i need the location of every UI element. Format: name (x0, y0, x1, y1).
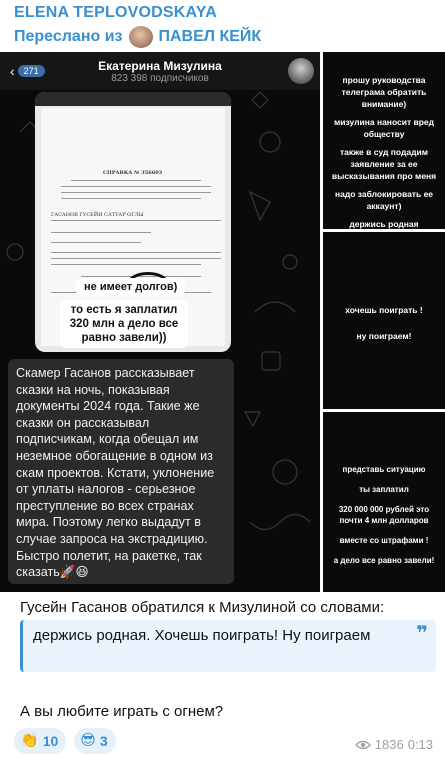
doc-line (51, 220, 221, 221)
doc-line (71, 180, 201, 181)
panel-line: 320 000 000 рублей это почти 4 млн долларов (338, 505, 430, 525)
panel-line: ну поиграем! (356, 331, 412, 341)
post-meta (355, 737, 433, 752)
reaction-count: 3 (99, 733, 108, 749)
doc-line (51, 252, 221, 253)
telegram-chat-header (0, 52, 320, 90)
forwarded-from[interactable] (14, 26, 261, 48)
story-panel-2-text (323, 304, 445, 348)
story-sticker-debt: не имеет долгов) (76, 278, 185, 296)
reactions-bar (14, 728, 116, 754)
clap-icon: 👏 (20, 732, 39, 749)
reaction-clap[interactable] (14, 728, 66, 754)
chat-avatar (288, 58, 314, 84)
doc-line (61, 192, 211, 193)
quote-text: держись родная. Хочешь поиграть! Ну поиграем (33, 627, 371, 644)
panel-line: держись родная (349, 219, 419, 229)
panel-line: надо заблокировать ее аккаунт) (334, 189, 434, 211)
story-top-bar (35, 92, 231, 106)
story-panel-2[interactable] (323, 232, 445, 409)
view-count: 1836 (374, 737, 404, 752)
forward-source: ПАВЕЛ КЕЙК (158, 28, 262, 45)
story-sticker-paid: то есть я заплатил 320 млн а дело все равно завели)) (60, 300, 188, 348)
forward-prefix: Переслано из (14, 28, 123, 45)
post-caption: Гусейн Гасанов обратился к Мизулиной со словами: (20, 599, 385, 616)
story-panel-3-text (323, 464, 445, 572)
sunglasses-icon: 😎 (80, 732, 96, 749)
panel-line: хочешь поиграть ! (345, 305, 423, 315)
chevron-left-icon: ‹ (10, 63, 15, 79)
panel-line: мизулина наносит вред обществу (333, 117, 435, 139)
panel-line: а дело все равно завели! (333, 556, 435, 565)
channel-title[interactable]: ELENA TEPLOVODSKAYA (14, 4, 217, 21)
panel-line: представь ситуацию (342, 465, 426, 474)
doc-line (51, 242, 141, 243)
forward-avatar (129, 26, 153, 48)
post-time: 0:13 (407, 737, 433, 752)
message-bubble: Скамер Гасанов рассказывает сказки на ночь, показывая документы 2024 года. Такие же сказки он рассказывал подписчикам, когда обещал им неземное обогащение в одном из скам проектов. Кстати, уклонение от уплаты налогов - серьезное преступление во всех странах мира. Поэтому легко выдадут в случае запроса на экстрадицию. Быстро полетит, на ракетке, так сказать🚀😆 (8, 359, 234, 584)
reaction-count: 10 (42, 733, 59, 749)
certificate-recipient: ГАСАНОВ ГУСЕЙН САТТАР ОГЛЫ (51, 212, 144, 218)
panel-line: также в суд подадим заявление за ее высказывания про меня (331, 147, 437, 181)
story-panel-3[interactable] (323, 412, 445, 592)
doc-line (51, 264, 201, 265)
doc-line (61, 198, 201, 199)
chat-subscribers: 823 398 подписчиков (111, 73, 209, 84)
panel-line: прошу руководства телеграма обратить внимание) (341, 75, 427, 109)
media-album[interactable] (0, 52, 445, 592)
post-caption-question: А вы любите играть с огнем? (20, 703, 224, 720)
reaction-sunglasses[interactable] (74, 728, 115, 754)
chat-name: Екатерина Мизулина (98, 59, 222, 73)
eye-icon (355, 740, 371, 750)
story-panel-1-text (323, 74, 445, 229)
doc-line (61, 186, 211, 187)
blockquote (20, 620, 436, 672)
certificate-title: СПРАВКА № 356603 (103, 170, 163, 176)
unread-badge: 271 (18, 65, 45, 77)
doc-line (51, 258, 221, 259)
doc-line (51, 232, 151, 233)
panel-line: вместе со штрафами ! (339, 536, 429, 545)
panel-line: ты заплатил (359, 485, 409, 494)
screenshot-main[interactable] (0, 52, 320, 592)
story-panel-1[interactable] (323, 52, 445, 229)
quote-icon: ❞ (416, 623, 428, 645)
